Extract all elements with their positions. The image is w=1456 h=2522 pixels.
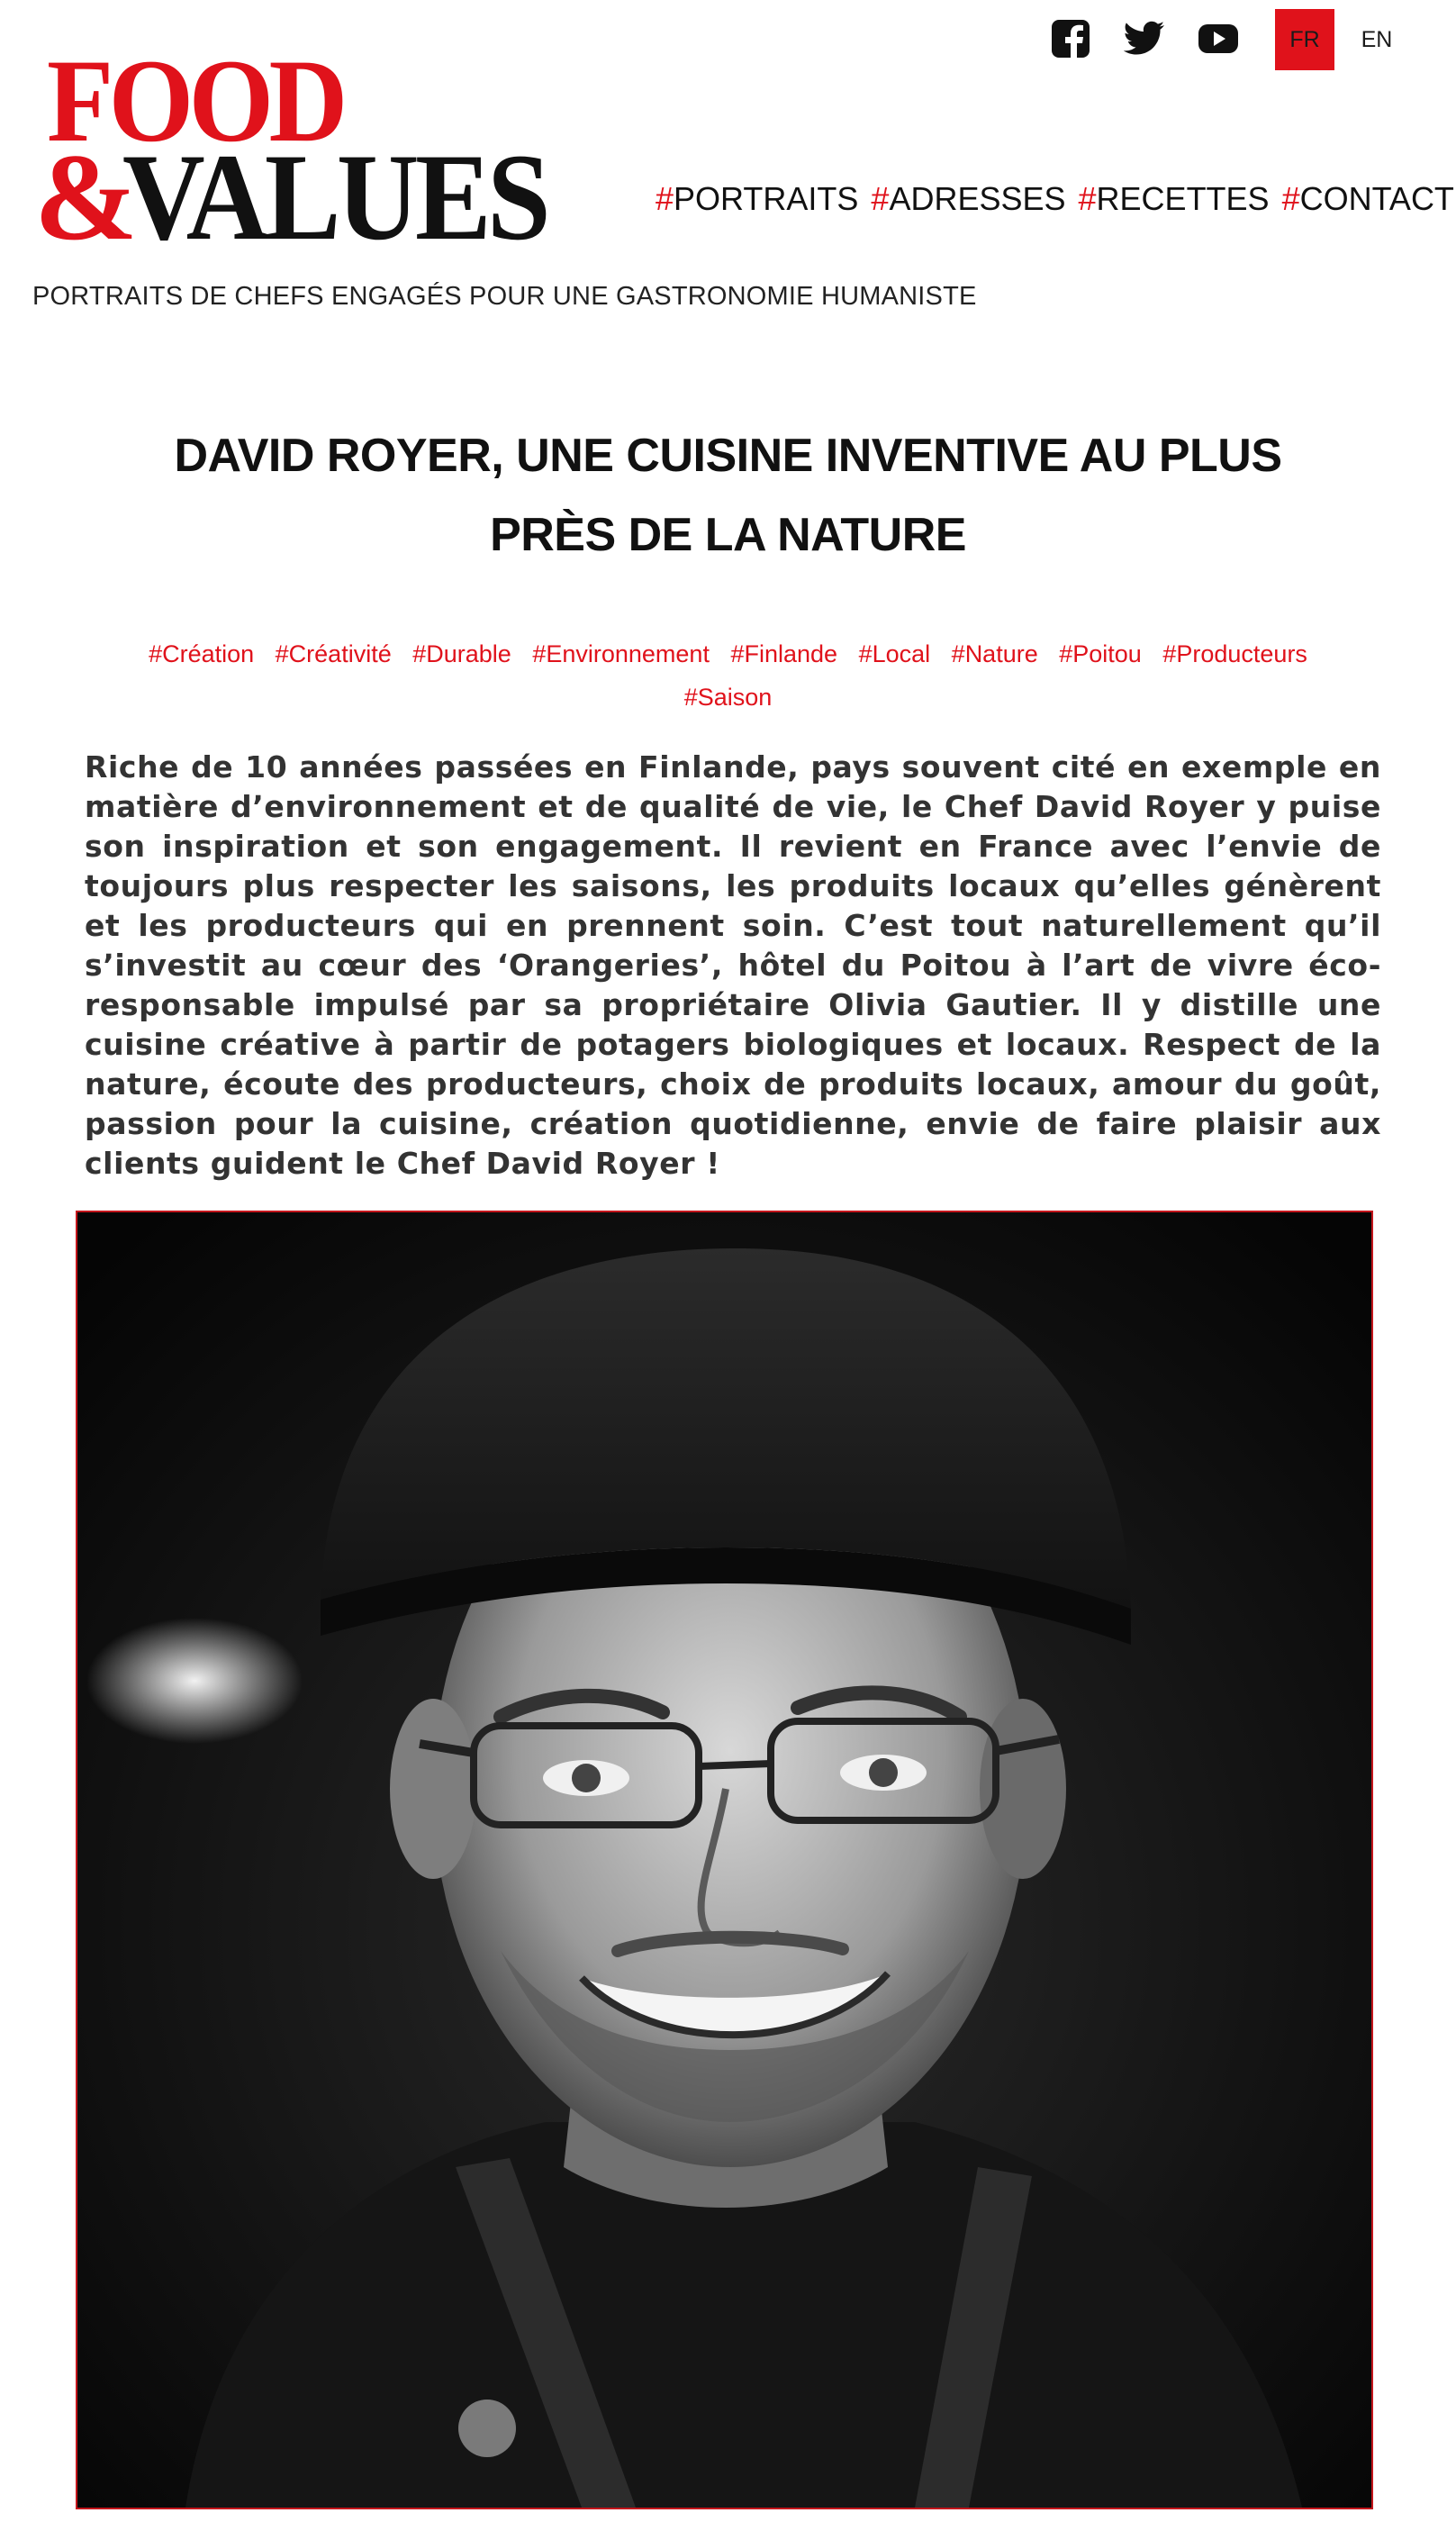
logo-ampersand: & xyxy=(34,128,138,266)
tag-environnement[interactable]: #Environnement xyxy=(532,640,710,667)
nav-hash: # xyxy=(656,180,674,217)
nav-hash: # xyxy=(1078,180,1097,217)
article-title-line-2: PRÈS DE LA NATURE xyxy=(490,509,966,561)
nav-hash: # xyxy=(1281,180,1300,217)
tag-saison[interactable]: #Saison xyxy=(683,684,773,711)
logo-values-text: VALUES xyxy=(122,128,547,266)
nav-label: PORTRAITS xyxy=(674,180,859,217)
main-nav xyxy=(656,180,1456,218)
nav-label: ADRESSES xyxy=(889,180,1066,217)
portrait-illustration xyxy=(77,1212,1371,2508)
site-tagline: PORTRAITS DE CHEFS ENGAGÉS POUR UNE GASTRONOMIE HUMANISTE xyxy=(32,282,977,311)
nav-label: CONTACT xyxy=(1299,180,1454,217)
tag-nature[interactable]: #Nature xyxy=(951,640,1038,667)
twitter-icon[interactable] xyxy=(1124,18,1165,59)
nav-portraits[interactable] xyxy=(656,180,858,218)
article-title-line-1: DAVID ROYER, UNE CUISINE INVENTIVE AU PLUS xyxy=(174,430,1282,482)
nav-adresses[interactable] xyxy=(871,180,1065,218)
tag-local[interactable]: #Local xyxy=(858,640,931,667)
logo-food-text: FOOD xyxy=(47,34,343,167)
nav-recettes[interactable] xyxy=(1079,180,1270,218)
language-fr-button[interactable]: FR xyxy=(1275,9,1334,70)
article-title xyxy=(90,416,1366,575)
tag-creation[interactable]: #Création xyxy=(149,640,255,667)
tag-producteurs[interactable]: #Producteurs xyxy=(1162,640,1307,667)
youtube-icon[interactable] xyxy=(1198,18,1239,59)
nav-hash: # xyxy=(871,180,890,217)
tag-poitou[interactable]: #Poitou xyxy=(1059,640,1142,667)
social-links xyxy=(1050,18,1271,59)
chef-portrait-photo xyxy=(76,1211,1373,2509)
facebook-icon[interactable] xyxy=(1050,18,1091,59)
site-logo[interactable] xyxy=(34,34,565,266)
tag-finlande[interactable]: #Finlande xyxy=(730,640,838,667)
nav-label: RECETTES xyxy=(1096,180,1270,217)
nav-contact[interactable] xyxy=(1282,180,1454,218)
article-tags xyxy=(90,632,1366,719)
language-en-button[interactable]: EN xyxy=(1361,26,1393,52)
article-intro: Riche de 10 années passées en Finlande, pays souvent cité en exemple en matière d’environnement et de qualité de vie, le Chef David Royer y puise son inspiration et son engagement. Il revient en France avec l’envie de toujours plus respecter les saisons, les produits locaux qu’elles génèrent et les producteurs qui en prennent soin. C’est tout naturellement qu’il s’investit au cœur des ‘Orangeries’, hôtel du Poitou à l’art de vivre éco-responsable impulsé par sa propriétaire Olivia Gautier. Il y distille une cuisine créative à partir de potagers biologiques et locaux. Respect de la nature, écoute des producteurs, choix de produits locaux, amour du goût, passion pour la cuisine, création quotidienne, envie de faire plaisir aux clients guident le Chef David Royer ! xyxy=(85,749,1381,1181)
tag-durable[interactable]: #Durable xyxy=(412,640,511,667)
tag-creativite[interactable]: #Créativité xyxy=(275,640,392,667)
